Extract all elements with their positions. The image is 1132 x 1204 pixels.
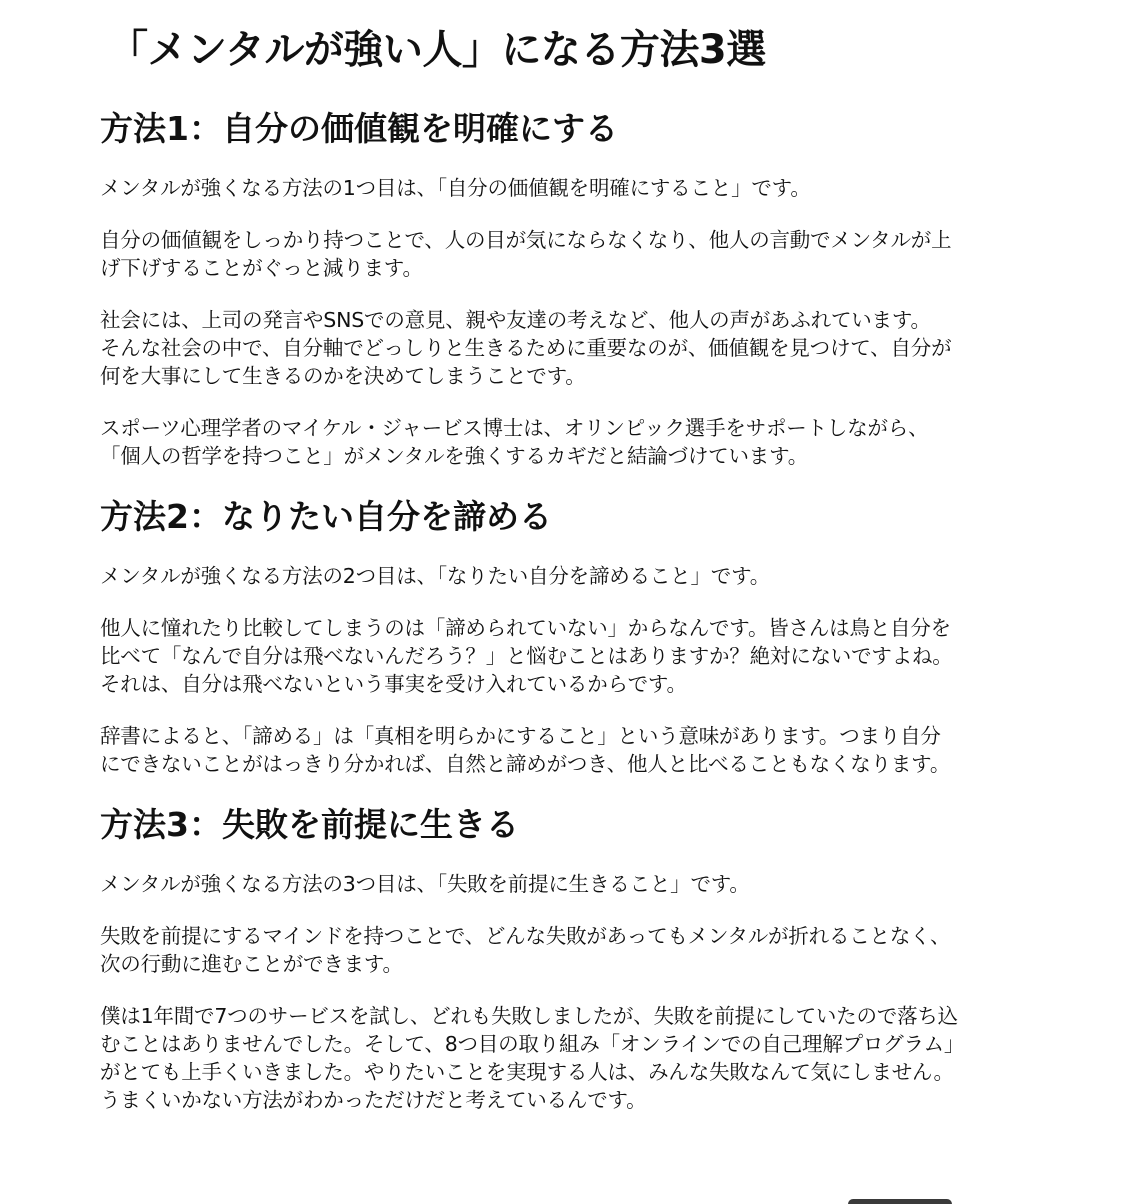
paragraph [100,614,1040,698]
paragraph-line: メンタルが強くなる方法の2つ目は、「なりたい自分を諦めること」です。 [100,564,771,588]
paragraph-line: 次の行動に進むことができます。 [100,952,403,976]
paragraph-line: にできないことがはっきり分かれば、自然と諦めがつき、他人と比べることもなくなります。 [100,752,951,776]
paragraph-line: スポーツ心理学者のマイケル・ジャービス博士は、オリンピック選手をサポートしながら、 [100,416,929,440]
document [100,22,1040,1138]
paragraph [100,922,1040,978]
paragraph-line: 他人に憧れたり比較してしまうのは「諦められていない」からなんです。皆さんは鳥と自分を [100,616,951,640]
section-heading: 方法2：なりたい自分を諦める [100,497,552,536]
paragraph-line: 辞書によると、「諦める」は「真相を明らかにすること」という意味があります。つまり自分 [100,724,941,748]
paragraph-line: 自分の価値観をしっかり持つことで、人の目が気にならなくなり、他人の言動でメンタルが上 [100,228,952,252]
paragraph-line: げ下げすることがぐっと減ります。 [100,256,423,280]
paragraph-line: うまくいかない方法がわかっただけだと考えているんです。 [100,1088,647,1112]
paragraph [100,174,1040,202]
paragraph [100,414,1040,470]
document-title: 「メンタルが強い人」になる方法3選 [108,27,766,73]
paragraph-line: メンタルが強くなる方法の3つ目は、「失敗を前提に生きること」です。 [100,872,750,896]
paragraph-line: むことはありませんでした。そして、8つ目の取り組み「オンラインでの自己理解プログラム」 [100,1032,965,1056]
paragraph-line: 失敗を前提にするマインドを持つことで、どんな失敗があってもメンタルが折れることなく、 [100,924,951,948]
paragraph [100,306,1040,390]
sections-container [100,106,1040,1114]
section-heading: 方法1：自分の価値観を明確にする [100,109,618,148]
paragraph [100,870,1040,898]
paragraph [100,1002,1040,1114]
paragraph-line: がとても上手くいきました。やりたいことを実現する人は、みんな失敗なんて気にしません。 [100,1060,954,1084]
paragraph [100,226,1040,282]
paragraph-line: 僕は1年間で7つのサービスを試し、どれも失敗しましたが、失敗を前提にしていたので落ち込 [100,1004,958,1028]
section-2 [100,494,1040,778]
paragraph-line: 社会には、上司の発言やSNSでの意見、親や友達の考えなど、他人の声があふれています。 [100,308,931,332]
section-heading: 方法3：失敗を前提に生きる [100,805,519,844]
paragraph-line: 「個人の哲学を持つこと」がメンタルを強くするカギだと結論づけています。 [100,444,809,468]
paragraph-line: そんな社会の中で、自分軸でどっしりと生きるために重要なのが、価値観を見つけて、自分が [100,336,952,360]
section-1 [100,106,1040,470]
paragraph-line: メンタルが強くなる方法の1つ目は、「自分の価値観を明確にすること」です。 [100,176,811,200]
paragraph-line: 比べて「なんで自分は飛べないんだろう？」と悩むことはありますか？絶対にないですよね。 [100,644,953,668]
paragraph-line: それは、自分は飛べないという事実を受け入れているからです。 [100,672,687,696]
section-3 [100,802,1040,1114]
paragraph [100,722,1040,778]
paragraph [100,562,1040,590]
scrollbar-thumb[interactable] [848,1199,952,1204]
paragraph-line: 何を大事にして生きるのかを決めてしまうことです。 [100,364,586,388]
